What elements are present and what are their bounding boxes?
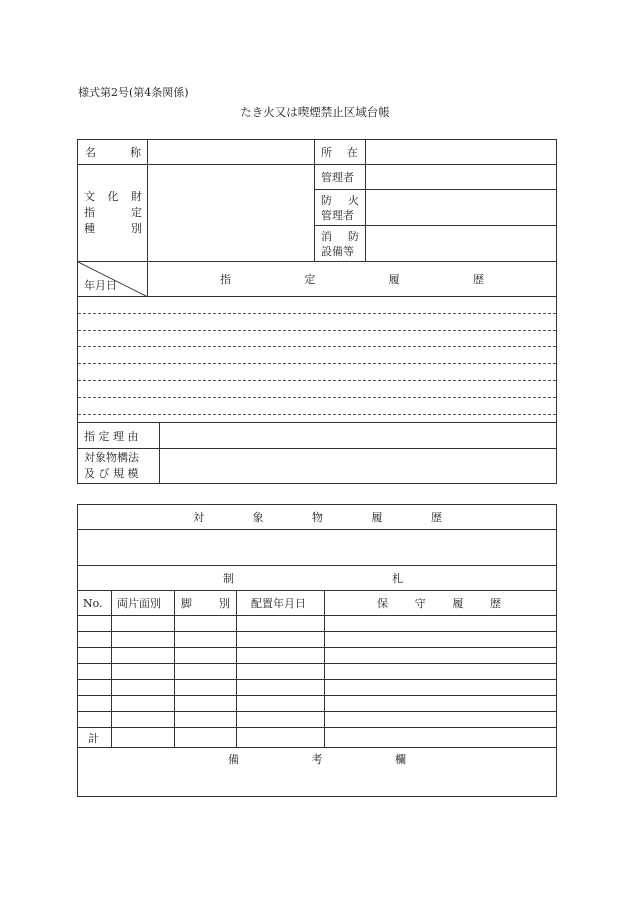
maintenance-char-4: 歴 xyxy=(489,597,501,610)
cultural-char-5: 定 xyxy=(131,206,142,219)
location-label-2: 在 xyxy=(347,146,358,159)
fire-equipment-label-cell xyxy=(315,226,366,262)
table-row xyxy=(78,680,557,696)
maintenance-char-3: 履 xyxy=(452,597,464,610)
object-history-char-2: 象 xyxy=(252,511,264,524)
table-row xyxy=(78,616,557,632)
table-row xyxy=(78,696,557,712)
fire-equipment-char-2: 防 xyxy=(348,229,359,243)
fire-manager-label-cell xyxy=(315,190,366,226)
object-history-header xyxy=(78,505,557,530)
designation-history-char-1: 指 xyxy=(220,273,231,286)
cultural-char-1: 文 xyxy=(84,190,95,203)
remarks-cell[interactable] xyxy=(78,748,557,797)
fire-equipment-value-cell[interactable] xyxy=(366,226,557,262)
date-label: 年月日 xyxy=(84,279,117,292)
ledger-table xyxy=(77,139,557,484)
remarks-char-3: 欄 xyxy=(395,753,406,766)
table-row xyxy=(78,712,557,728)
object-history-char-1: 対 xyxy=(193,511,204,524)
total-label: 計 xyxy=(78,728,112,748)
fire-manager-char-2: 火 xyxy=(348,193,359,207)
fire-equipment-line2: 設備等 xyxy=(321,244,354,258)
designation-history-char-3: 履 xyxy=(388,273,400,286)
date-header-cell xyxy=(78,262,148,297)
cultural-char-6: 種 xyxy=(84,222,95,235)
page-title: たき火又は喫煙禁止区域台帳 xyxy=(240,105,390,119)
name-label-cell xyxy=(78,140,148,165)
cultural-value-cell[interactable] xyxy=(148,165,315,262)
name-value-cell[interactable] xyxy=(148,140,315,165)
fire-manager-line2: 管理者 xyxy=(321,208,354,222)
object-history-area[interactable] xyxy=(78,530,557,566)
remarks-char-1: 備 xyxy=(228,753,239,766)
location-value-cell[interactable] xyxy=(366,140,557,165)
tag-char-2: 札 xyxy=(392,572,403,585)
col-legs-char-2: 別 xyxy=(219,597,230,610)
name-label-1: 名 xyxy=(85,146,96,159)
col-legs-char-1: 脚 xyxy=(181,597,192,610)
fire-manager-char-1: 防 xyxy=(321,193,332,207)
cultural-char-4: 指 xyxy=(84,206,95,219)
fire-equipment-char-1: 消 xyxy=(321,229,332,243)
name-label-2: 称 xyxy=(130,146,141,159)
table-row xyxy=(78,648,557,664)
cultural-char-2: 化 xyxy=(107,190,119,203)
location-label-1: 所 xyxy=(321,146,332,159)
structure-label-line2: 及 び 規 模 xyxy=(84,467,139,480)
manager-label: 管理者 xyxy=(315,165,366,190)
object-history-char-4: 履 xyxy=(371,511,383,524)
col-legs-header xyxy=(175,591,237,616)
total-row xyxy=(78,728,557,748)
col-sides-header: 両片面別 xyxy=(112,591,175,616)
structure-label-line1: 対象物構法 xyxy=(84,451,139,464)
designation-history-char-4: 歴 xyxy=(472,273,484,286)
location-label-cell xyxy=(315,140,366,165)
col-placement-date-header: 配置年月日 xyxy=(237,591,325,616)
col-no-header: No. xyxy=(78,591,112,616)
table-row xyxy=(78,664,557,680)
object-history-char-3: 物 xyxy=(312,511,323,524)
designation-reason-label: 指 定 理 由 xyxy=(78,423,160,449)
object-history-char-5: 歴 xyxy=(431,511,442,524)
designation-reason-value[interactable] xyxy=(160,423,557,449)
manager-value-cell[interactable] xyxy=(366,165,557,190)
table-row xyxy=(78,632,557,648)
col-maintenance-header xyxy=(325,591,557,616)
tag-char-1: 制 xyxy=(223,572,234,585)
tag-header xyxy=(78,566,557,591)
structure-value[interactable] xyxy=(160,449,557,484)
maintenance-char-1: 保 xyxy=(377,597,388,610)
designation-history-area[interactable] xyxy=(78,297,557,423)
maintenance-char-2: 守 xyxy=(414,597,426,610)
cultural-char-7: 別 xyxy=(131,222,142,235)
designation-history-char-2: 定 xyxy=(304,273,316,286)
form-number: 様式第2号(第4条関係) xyxy=(78,86,189,99)
cultural-label-cell xyxy=(78,165,148,262)
cultural-char-3: 財 xyxy=(131,190,142,203)
tag-table xyxy=(77,504,557,797)
fire-manager-value-cell[interactable] xyxy=(366,190,557,226)
remarks-char-2: 考 xyxy=(311,753,323,766)
designation-history-header xyxy=(148,262,557,297)
structure-label-cell xyxy=(78,449,160,484)
